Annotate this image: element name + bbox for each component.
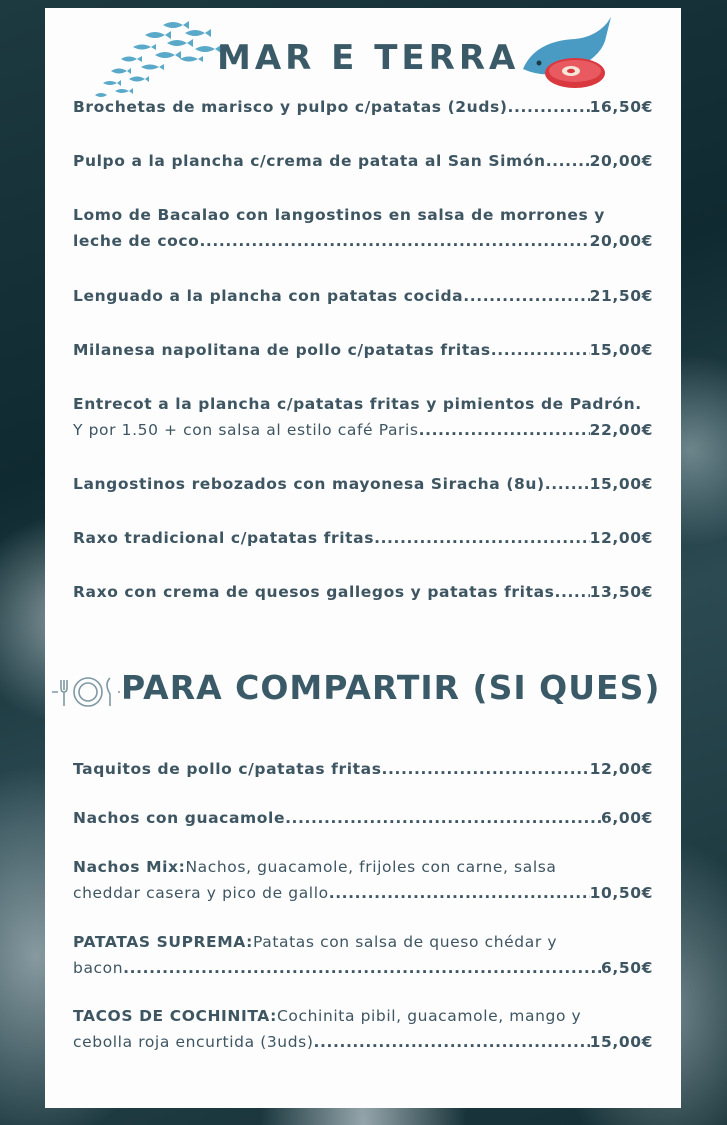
item-name-cont: leche de coco xyxy=(73,232,200,250)
menu-item xyxy=(73,756,653,782)
section-title-para-compartir: PARA COMPARTIR (SI QUES) xyxy=(121,668,661,707)
menu-item xyxy=(73,929,653,981)
item-name: Entrecot a la plancha c/patatas fritas y pimientos de Padrón. xyxy=(73,395,642,413)
item-name: Milanesa napolitana de pollo c/patatas fritas xyxy=(73,341,491,359)
item-name: PATATAS SUPREMA: xyxy=(73,933,253,951)
item-name: Lenguado a la plancha con patatas cocida xyxy=(73,287,464,305)
menu-item xyxy=(73,337,653,363)
item-price: 20,00€ xyxy=(589,232,653,250)
item-price: 12,00€ xyxy=(589,760,653,778)
item-desc-cont: cebolla roja encurtida (3uds) xyxy=(73,1033,314,1051)
item-name: Nachos Mix: xyxy=(73,858,186,876)
item-price: 22,00€ xyxy=(589,421,653,439)
item-desc-cont: bacon xyxy=(73,959,124,977)
item-price: 20,00€ xyxy=(589,152,653,170)
item-name: Raxo tradicional c/patatas fritas xyxy=(73,529,375,547)
item-desc: Patatas con salsa de queso chédar y xyxy=(252,933,558,951)
menu-item xyxy=(73,94,653,120)
menu-item xyxy=(73,391,653,443)
item-price: 15,00€ xyxy=(589,475,653,493)
item-price: 15,00€ xyxy=(589,1033,653,1051)
menu-item xyxy=(73,579,653,605)
menu-item xyxy=(73,1003,653,1055)
item-name-cont: Y por 1.50 + con salsa al estilo café Paris xyxy=(73,421,419,439)
item-desc: Cochinita pibil, guacamole, mango y xyxy=(276,1007,582,1025)
item-desc: Nachos, guacamole, frijoles con carne, salsa xyxy=(185,858,557,876)
menu-card xyxy=(45,8,681,1108)
item-price: 10,50€ xyxy=(589,884,653,902)
menu-item xyxy=(73,202,653,254)
item-price: 12,00€ xyxy=(589,529,653,547)
menu-item xyxy=(73,525,653,551)
fish-school-icon xyxy=(85,13,230,103)
fish-steak-icon xyxy=(515,11,620,91)
item-name: Lomo de Bacalao con langostinos en salsa de morrones y xyxy=(73,206,605,224)
plate-cutlery-icon xyxy=(50,672,120,712)
menu-item xyxy=(73,471,653,497)
menu-item xyxy=(73,854,653,906)
menu-item xyxy=(73,283,653,309)
item-price: 6,00€ xyxy=(600,809,653,827)
item-name: Taquitos de pollo c/patatas fritas xyxy=(73,760,382,778)
item-name: Nachos con guacamole xyxy=(73,809,286,827)
item-price: 6,50€ xyxy=(600,959,653,977)
item-name: Raxo con crema de quesos gallegos y patatas fritas xyxy=(73,583,555,601)
item-name: TACOS DE COCHINITA: xyxy=(73,1007,277,1025)
section-title-mar-e-terra: MAR E TERRA xyxy=(217,38,520,78)
menu-item xyxy=(73,148,653,174)
item-price: 15,00€ xyxy=(589,341,653,359)
item-price: 21,50€ xyxy=(589,287,653,305)
item-name: Brochetas de marisco y pulpo c/patatas (2uds) xyxy=(73,98,508,116)
item-price: 16,50€ xyxy=(589,98,653,116)
item-price: 13,50€ xyxy=(589,583,653,601)
item-name: Langostinos rebozados con mayonesa Siracha (8u) xyxy=(73,475,545,493)
item-name: Pulpo a la plancha c/crema de patata al San Simón xyxy=(73,152,546,170)
item-desc-cont: cheddar casera y pico de gallo xyxy=(73,884,329,902)
menu-item xyxy=(73,805,653,831)
